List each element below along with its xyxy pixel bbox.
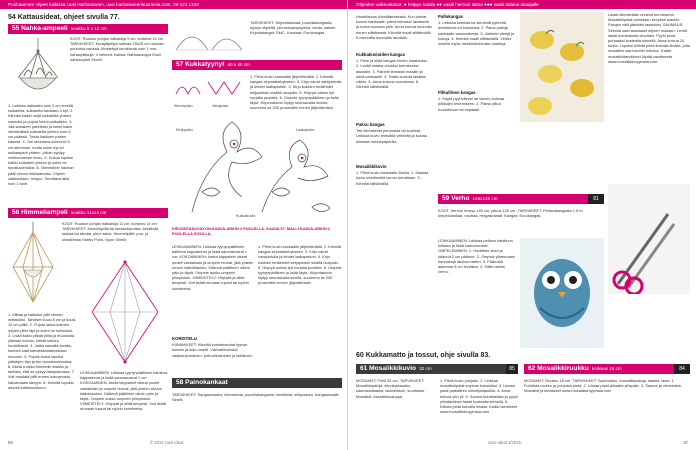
pattern-meta-61: 32 cm <box>419 366 432 371</box>
pattern-title-58: 58 Painokankaat <box>176 379 228 386</box>
pattern-57-body-col2: 1. Piirrä kuvio kankaalle jäljentämällä. 2. Kiinnitä kangas kirjontakehykseen. 3. Kirjo varret varsipistolla ja lehdet laakapistoin. 4. Kirjo kukkien terälehdet ketjupistoin sisältä ulospäin. 5. Höyryä valmis työ nurjalta puolelta. 6. Ompele tyynynpäällinen ja lisää täyte. Kirjontakuvio löytyy seuraavalta sivulta, suurenna se 200 prosenttiin ennen jäljentämistä. <box>258 244 342 286</box>
right-col1-sub2 <box>356 122 432 162</box>
pattern-bar-61 <box>356 364 506 374</box>
pattern-bar-58 <box>172 378 342 388</box>
pattern-meta-56: noukku 11x14 cm <box>70 210 107 215</box>
pattern-61-body: 1. Piirrä kuvio pohjalle. 2. Leikkaa mosaiikkipalat sopivan kokoisiksi. 3. Liimaa palat paikalleen kiinnityslaastilla. 4. Anna kuivua yön yli. 5. Sauma kumilastalla ja pyyhi ylimääräinen laasti kostealla sienellä. 6. Kiillota pinta kuivalla liinalla. Kaikki tarvikkeet www.mosaiikkimyymala.com <box>440 378 518 415</box>
stitch-label-d: Laakapisto <box>296 128 315 132</box>
right-col1-sub3-heading: Mosaiikkikuvio <box>356 164 387 169</box>
nahka-ampeli-illustration <box>8 38 68 100</box>
himmeli-diagram <box>80 258 170 366</box>
pattern-bar-62 <box>524 364 674 374</box>
pattern-61-intro: MOSAIIKIT: Pöllö 32 cm. TARVIKKEET: Mosaiikkipaloja, kiinnityslaastia, saumauslaastia, lasinleikkuri, kumilasta. Mosaiikit: Askartelukauppa. <box>356 378 425 399</box>
right-footer: Uusi Ideat 1/2015 <box>488 440 521 445</box>
left-footer: © 2015 Uusi Ideat <box>150 440 184 445</box>
pattern-55-notes: TARVIKKEET: Kirjontalankaa, puuvillakangasta, tyynyn täytettä, piirroskopiopaperia, neula, sakset. Kirjontalangat: DMC. Kankaat: Eurokangas. <box>250 20 337 36</box>
pattern-55-steps: 1. Leikkaa nahkasta noin 2 cm leveitä suikaleita, suikaleita tarvitaan 4 kpl. 2. Kiinnitä kaikki neljä suikaletta yhteen solmulla ja pujota helmi paikalleen. 3. Jaa suikaleet pareittain ja solmi kaksi vierekkäistä suikaletta yhteen noin 5 cm päässä. Toista kaikkien parien kanssa. 4. Tee seuraava solmurivi 5 cm alemmas, mutta solmi nyt eri suikaleparit yhteen, jolloin syntyy verkkomainen kuvio. 5. Kokoa lopuksi kaikki suikaleet yhteen ja solmi ne ripustuslenkiksi. 6. Viimeistele nauhan päät vinoon leikkaamalla. Ohjeen vaikeustaso: helppo. Tarvittava aika noin 1 tunti. <box>8 103 74 187</box>
section-heading-60: 60 Kukkamatto ja tossut, ohje sivulla 83. <box>356 352 491 359</box>
himmeli-illustration <box>8 222 58 310</box>
right-col2-sub2 <box>438 90 516 190</box>
pattern-meta-59: 145x120 cm <box>472 196 498 201</box>
pattern-55-intro: KOOT: Ruukun pohjan halkaisija 9 cm, korkeus 12 cm TARVIKKEET: Kuusjäljettyä nahkaa 25x25 cm nauhaa, punottua nahkaa, tiivistettyä tarvikkeita noin 1 mm, nahkapilkkuja, 4 helmeä. Nahka: Nahkakauppa Eskil, nahkanyörit Sinelli. <box>70 36 165 62</box>
right-col3-body: Laasti kiinnitetään ohuena kerroksena. Mosaiikkipalat painetaan kevyesti laastiin. Palojen välit jätetään tasaisiksi. SAUMAUS: Sekoita saumauslaasti ohjeen mukaan. Levitä laasti kumilastalla vinottain. Pyyhi pinta puhtaaksi kostealla sienellä. Anna kuivua 24 tuntia. Lopuksi kiillota pinta kuivalla liinalla, jotta mosaiikki saa kauniin hohdon. Kaikki mosaiikkitarvikkeet löydät osoitteesta www.mosaiikkimyymala.com. <box>608 12 690 64</box>
right-col1-sub3-body: 1. Piirrä kuvio kankaalle liidulla. 2. Maalaa kuvio siveltimellä kerros kerrallaan. 3. Kiinnitä silittämällä. <box>356 170 429 186</box>
pattern-61-number: 85 <box>506 364 518 374</box>
right-top-band: Ohjeiden vaikeustasot: ● helppo taitala ●● vaatii hieman taitoa ●●● vaatii taitava osaajalle <box>348 0 696 9</box>
stitch-diagrams <box>172 74 246 102</box>
stitch-label-e: Kukkakuvio <box>236 214 256 218</box>
stitch-label-b: Varsipisto <box>212 104 229 108</box>
fabric-photo-top <box>520 12 604 122</box>
koristelu-section <box>172 336 254 380</box>
pattern-bar-59 <box>438 194 588 204</box>
pattern-62-body: MOSAIIKIT: Ruukku 18 cm. TARVIKKEET: Saviruukku, mosaiikkipaloja, laastia, lasta. 1. Puhdista ruukku ja pohjusta pinta. 2. Liimaa palat alhaalta ylöspäin. 3. Sauma ja viimeistele. Mosaiikit ja tarvikkeet www.mosaiikkimyymala.com <box>524 378 683 394</box>
right-page <box>348 0 696 450</box>
right-col1-sub1-heading: Kukkakuvioiden kangas <box>356 52 405 57</box>
right-col2-sub1-body: 1. Leikkaa korkista tai sienestä pyöreitä leimasimia eri kokoisina. 2. Paina palloja kankaalle satunnaisesti. 3. Vaihtele värejä ja kokoja. 4. Kiinnitä maali silittämällä. Vinkki: kokeile myös metallinhohtoisia maaleja. <box>438 20 515 47</box>
pattern-62-number: 84 <box>674 364 690 374</box>
right-col1-sub2-body: Tee leimasimet perunasta tai korkista. Leikkaa kuvio terävällä veitsellä ja kuivaa leimasin talouspaperilla. <box>356 128 427 144</box>
pattern-meta-57: 40 x 40 cm <box>227 62 250 67</box>
right-col2-sub2-body: 1. Käytä pyyheliinan tai sienen kulmaa pilkkujen tekemiseen. 2. Paina pilkut ruudukkoon tai vapaasti. <box>438 96 505 112</box>
pattern-56-steps: 1. Mittaa ja katkaise pillit oikean mittaisiksi. Tarvitset kuusi 8 cm ja kuusi 12 cm pilliä. 2. Pujota lanka kolmen lyhyen pillin läpi ja solmi ne kolmioksi. 3. Lisää kaksi pitkää pilliä ja muodosta yläosan kolmio, kiristä solmut huolellisesti. 4. Jatka samalla tavalla, kunnes saat kahdeksantahokkaan muodon. 5. Pujota lanka lopuksi yläkärjen läpi ja tee ripustussilmukka. 6. Aseta ruukku himmelin sisään ja tarkista, että se pysyy tasapainossa. 7. Voit maalata pillit ennen kokoamista haluamaasi sävyyn. 8. Kiinnitä lopuksi ampeli kattokoukkuun. <box>8 312 76 390</box>
right-col2-sub1-heading: Pallokangas <box>438 14 464 19</box>
pattern-title-57: 57 Kukkatyynyt <box>176 61 225 68</box>
left-top-band: Puuhaamme ohjeet kaikissa Uusi Harkaraneen, uusi harkaraneenkuommia.com, 09-123 1234 <box>0 0 347 9</box>
stitch-label-a: Kiinnepisto <box>174 104 193 108</box>
pattern-57-kiinnitys: LEIKKAAMINEN: Leikkaa tyynynpäällinen kahtena kappaleena ja lisää saumanvarat 1 cm. KOKOAMINEN: Aseta kappaleet oikeat puolet vastakkain ja ompele reunat, jätä yhteen sivuun kääntöaukko. Käännä päällinen oikein päin ja täytä. Ompele aukko umpeen piilopistoin. VIIMEISTELY: Höyrytä ja silitä kevyesti. Voit lisätä reunaan tupsut tai nyörin koristeeksi. <box>172 244 254 291</box>
pattern-meta-55: noukku 9 x 12 cm <box>70 26 107 31</box>
koristelu-body: KIINNIKKEET: Kiinnitä koristenauhat tyynyn kulmiin ja sido rusetit. Värivaihtoehdot: vaaleanpunainen, petroolinsininen ja keltainen. <box>172 342 253 358</box>
pattern-title-55: 55 Nahka-ampeeli <box>12 25 68 32</box>
right-col1-sub1-body: 1. Pese ja silitä kangas ennen maalausta. 2. Levitä maalia ohueksi kerrokseksi alustalle. 3. Painele leimasin maaliin ja siirrä kankaalle. 4. Toista kuviota tasaisin välein. 5. Anna kuivua vuorokausi. 6. Kiinnitä silittämällä. <box>356 58 428 90</box>
left-folio: 58 <box>8 440 13 445</box>
embroidery-pattern-drawing <box>172 112 342 222</box>
pattern-59-body: LEIKKAAMINEN: Leikkaa pellava haluttuun mittaan ja lisää saumanvarat. OMPELEMINEN: 1. Huolittele sivut ja käännä 2 cm päärme. 2. Ompele yläreunaan nauhakuja tankoa varten. 3. Päärmää alareuna 5 cm leveäksi. 4. Silitä valmis verho. <box>438 238 515 275</box>
right-col1-intro: Huolellisuus kiinnittämisessä. Kun painat kuvion kankaalle, paina leimasin tasaisesti ja nosta suoraan ylös. Anna kuivua kunnolla ennen silittämistä. Kiinnitä maali silittämällä 5 minuuttia kuumalla raudalla. <box>356 14 432 40</box>
scissors-photo <box>608 184 690 294</box>
pattern-59-intro: KOOT: Verhon leveys 145 cm, pituus 120 cm. TARVIKKEET: Pellavakangasta 1,5 m, ompelulankaa, nauhaa, rengasnastat. Kangas: Eurokangas. <box>438 208 584 219</box>
pattern-56-steps-continued: LEIKKAAMINEN: Leikkaa tyynynpäällinen kahtena kappaleena ja lisää saumanvarat 1 cm. KOKOAMINEN: Aseta kappaleet oikeat puolet vastakkain ja ompele reunat, jätä yhteen sivuun kääntöaukko. Käännä päällinen oikein päin ja täytä. Ompele aukko umpeen piilopistoin. VIIMEISTELY: Höyrytä ja silitä kevyesti. Voit lisätä reunaan tupsut tai nyörin koristeeksi. <box>80 370 168 412</box>
stitch-label-c: Ketjupisto <box>176 128 193 132</box>
right-col1-sub2-heading: Paksu kangas <box>356 122 385 127</box>
pattern-bar-57 <box>172 60 342 70</box>
mosaic-owl-photo <box>520 238 604 348</box>
pattern-meta-62: korkeus 18 cm <box>591 366 622 371</box>
right-col1-sub1 <box>356 52 432 120</box>
koristelu-heading: KORISTELU <box>172 336 197 341</box>
section-heading-54: 54 Kattausideat, ohjeet sivulla 77. <box>8 14 120 21</box>
pattern-57-intro: 1. Piirrä kuvio kankaalle jäljentämällä. 2. Kiinnitä kangas kirjontakehykseen. 3. Kirjo varret varsipistolla ja lehdet laakapistoin. 4. Kirjo kukkien terälehdet ketjupistoin sisältä ulospäin. 5. Höyryä valmis työ nurjalta puolelta. 6. Ompele tyynynpäällinen ja lisää täyte. Kirjontakuvio löytyy seuraavalta sivulta, suurenna se 200 prosenttiin ennen jäljentämistä. <box>250 74 342 111</box>
pattern-title-62: 62 Mosaiikkiruukku <box>528 365 589 372</box>
right-col1-sub3 <box>356 164 432 204</box>
pattern-56-intro: KOOT: Ruukun pohjan halkaisija 11 cm, korkeus 14 cm TARVIKKEET: Alumiinipilliä tai messinkiputkia, kestävää lankaa tai siimaa, pieni saksi. Himmelipillit: puu- ja ulmalineaa Hobby Point, Nyon Sinelli. <box>62 221 159 242</box>
pattern-55-diagram <box>172 20 246 56</box>
pattern-bar-55 <box>8 24 168 34</box>
right-folio: 37 <box>683 440 688 445</box>
pattern-title-61: 61 Mosaiikkikuvio <box>360 365 417 372</box>
pattern-bar-56 <box>8 208 168 218</box>
pattern-57-highlight: KIRJONTAKUVIO ON KAAVA-ARKIN 2 PUOLELLA, KAAVA 57. MALLI KAAVA-ARKIN 2 PUOLELLA SIVULLA. <box>172 226 331 237</box>
pattern-59-number: 81 <box>588 194 604 204</box>
right-col2-sub1 <box>438 14 516 86</box>
pattern-title-59: 59 Verho <box>442 195 470 202</box>
pattern-58-body: TARVIKKEET: Kangasmaalia, leimasimia, puuvillakangasta, siveltimiä, silitysrauta. Kangasmaalit: Sinelli. <box>172 392 340 403</box>
right-col2-sub2-heading: Pilkullinen kangas <box>438 90 476 95</box>
pattern-title-56: 56 Himmeliampeli <box>12 209 68 216</box>
